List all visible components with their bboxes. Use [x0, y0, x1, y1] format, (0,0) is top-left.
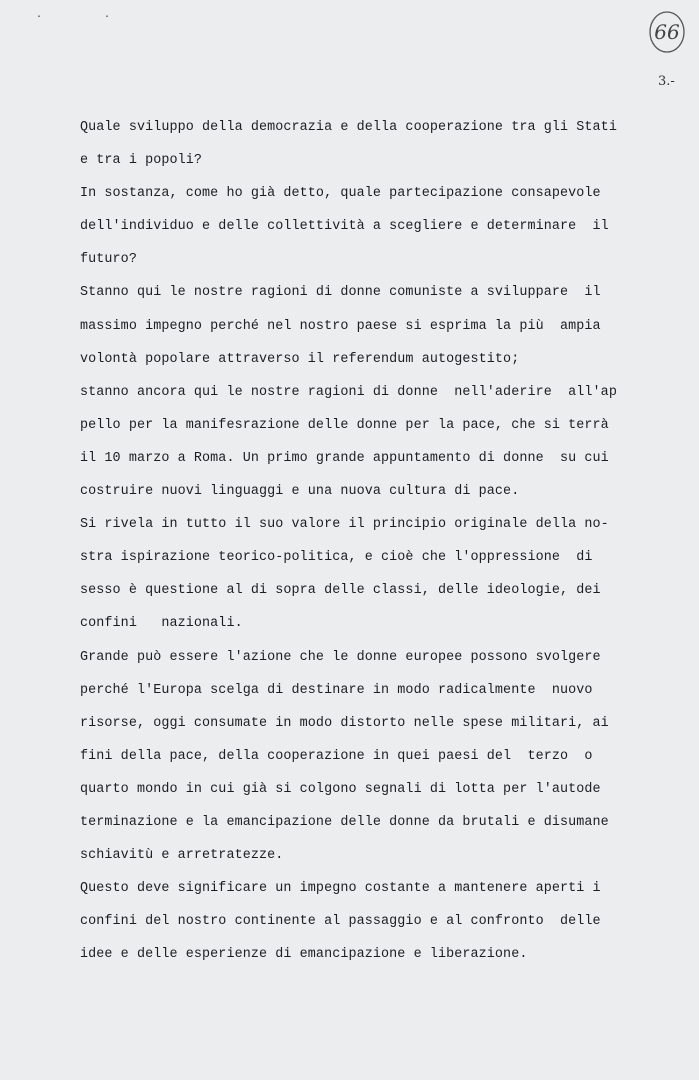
text-line: confini del nostro continente al passaggio e al confronto delle: [80, 914, 601, 930]
text-line: stra ispirazione teorico-politica, e cioè che l'oppressione di: [80, 550, 593, 566]
text-line: Questo deve significare un impegno costante a mantenere aperti i: [80, 881, 601, 897]
text-line: quarto mondo in cui già si colgono segnali di lotta per l'autode: [80, 781, 601, 797]
text-line: schiavitù e arretratezze.: [80, 848, 284, 864]
text-line: Si rivela in tutto il suo valore il principio originale della no-: [80, 517, 609, 533]
text-line: In sostanza, come ho già detto, quale partecipazione consapevole: [80, 186, 601, 202]
text-line: Stanno qui le nostre ragioni di donne comuniste a sviluppare il: [80, 285, 601, 301]
text-line: volontà popolare attraverso il referendum autogestito;: [80, 351, 520, 367]
text-line: dell'individuo e delle collettività a scegliere e determinare il: [80, 219, 609, 235]
text-line: stanno ancora qui le nostre ragioni di donne nell'aderire all'ap: [80, 384, 617, 400]
text-line: Grande può essere l'azione che le donne europee possono svolgere: [80, 649, 601, 665]
text-line: perché l'Europa scelga di destinare in modo radicalmente nuovo: [80, 682, 593, 698]
text-line: futuro?: [80, 252, 137, 268]
text-line: confini nazionali.: [80, 616, 243, 632]
corner-marks: · ·: [36, 12, 139, 23]
text-line: massimo impegno perché nel nostro paese si esprima la più ampia: [80, 318, 601, 334]
handwritten-page-number: [648, 10, 686, 54]
text-line: costruire nuovi linguaggi e una nuova cultura di pace.: [80, 484, 520, 500]
text-line: fini della pace, della cooperazione in quei paesi del terzo o: [80, 748, 593, 764]
text-line: risorse, oggi consumate in modo distorto nelle spese militari, ai: [80, 715, 609, 731]
page-number-text: 66: [654, 20, 680, 44]
text-line: e tra i popoli?: [80, 153, 203, 169]
text-line: idee e delle esperienze di emancipazione e liberazione.: [80, 947, 528, 963]
text-line: sesso è questione al di sopra delle classi, delle ideologie, dei: [80, 583, 601, 599]
body-text: [80, 111, 650, 971]
sheet-number: 3.-: [658, 74, 675, 89]
text-line: terminazione e la emancipazione delle donne da brutali e disumane: [80, 814, 609, 830]
text-line: Quale sviluppo della democrazia e della cooperazione tra gli Stati: [80, 120, 617, 135]
text-line: pello per la manifesrazione delle donne per la pace, che si terrà: [80, 417, 609, 433]
text-line: il 10 marzo a Roma. Un primo grande appuntamento di donne su cui: [80, 450, 609, 466]
